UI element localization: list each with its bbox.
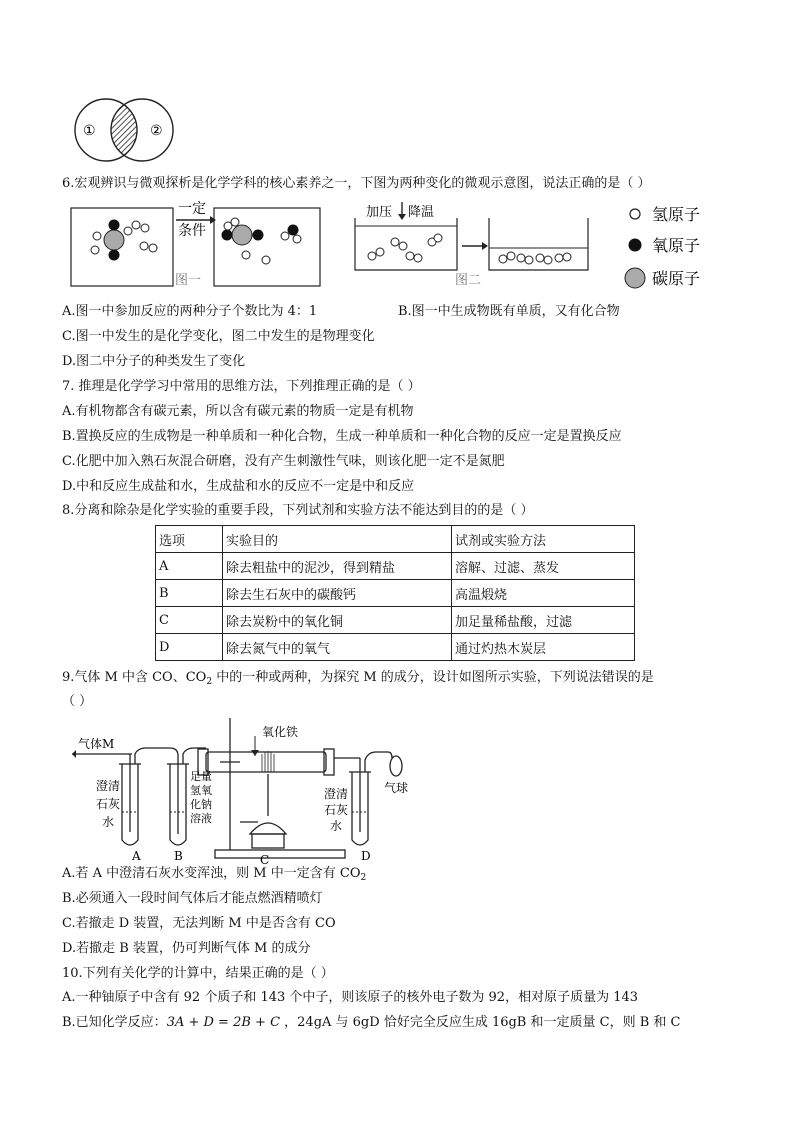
table-cell: 除去氮气中的氧气 xyxy=(223,634,452,661)
table-cell: 溶解、过滤、蒸发 xyxy=(452,553,635,580)
q10-stem: 10.下列有关化学的计算中，结果正确的是（ ） xyxy=(62,966,334,981)
q9-apparatus xyxy=(70,716,420,864)
table-cell: 高温煅烧 xyxy=(452,580,635,607)
q6-option-a: A.图一中参加反应的两种分子个数比为 4：1 xyxy=(62,304,318,319)
q6-figure-2 xyxy=(352,198,592,290)
q6-option-c: C.图一中发生的是化学变化，图二中发生的是物理变化 xyxy=(62,329,375,344)
fig2-top-label-1: 加压 xyxy=(366,205,393,220)
apparatus-label-d: D xyxy=(361,849,371,863)
table-header-cell: 实验目的 xyxy=(223,526,452,553)
q7-option-d: D.中和反应生成盐和水，生成盐和水的反应不一定是中和反应 xyxy=(62,479,415,494)
naoh-b-char: 钠 xyxy=(201,798,212,811)
limewater-d-char: 水 xyxy=(330,819,343,833)
q9-option-b: B.必须通入一段时间气体后才能点燃酒精喷灯 xyxy=(62,891,323,906)
q9-stem xyxy=(62,670,654,690)
limewater-a-char: 灰 xyxy=(108,797,121,811)
fig1-caption: 图一 xyxy=(175,273,202,288)
table-row xyxy=(156,580,635,607)
q9-option-a-text: A.若 A 中澄清石灰水变浑浊，则 M 中一定含有 CO xyxy=(62,866,361,881)
table-cell: A xyxy=(156,553,223,580)
limewater-d-char: 灰 xyxy=(336,803,349,817)
q9-option-c: C.若撤走 D 装置，无法判断 M 中是否含有 CO xyxy=(62,916,336,931)
table-header-row xyxy=(156,526,635,553)
fig1-arrow-label-1: 一定 xyxy=(178,201,206,217)
venn-label-left: ① xyxy=(83,123,96,139)
apparatus-label-b: B xyxy=(174,849,183,863)
table-header-cell: 试剂或实验方法 xyxy=(452,526,635,553)
table-cell: 加足量稀盐酸，过滤 xyxy=(452,607,635,634)
table-cell: 除去生石灰中的碳酸钙 xyxy=(223,580,452,607)
q8-stem: 8.分离和除杂是化学实验的重要手段，下列试剂和实验方法不能达到目的的是（ ） xyxy=(62,503,534,518)
table-row xyxy=(156,634,635,661)
naoh-b-char: 液 xyxy=(201,812,212,825)
q6-option-b: B.图一中生成物既有单质，又有化合物 xyxy=(398,304,620,319)
table-row xyxy=(156,553,635,580)
table-cell: 除去粗盐中的泥沙，得到精盐 xyxy=(223,553,452,580)
fig2-top-label-2: 降温 xyxy=(408,205,435,220)
legend-oxygen: 氧原子 xyxy=(652,236,701,255)
iron-oxide-label: 氧化铁 xyxy=(262,725,299,739)
q9-option-a xyxy=(62,866,366,886)
fig2-caption: 图二 xyxy=(455,273,482,288)
table-row xyxy=(156,607,635,634)
limewater-a-char: 清 xyxy=(108,779,121,793)
table-cell: D xyxy=(156,634,223,661)
q9-option-d: D.若撤走 B 装置，仍可判断气体 M 的成分 xyxy=(62,941,311,956)
table-cell: C xyxy=(156,607,223,634)
q7-option-c: C.化肥中加入熟石灰混合研磨，没有产生刺激性气味，则该化肥一定不是氮肥 xyxy=(62,454,505,469)
q10-reaction-formula: 3A + D = 2B + C xyxy=(166,1015,281,1030)
limewater-a-char: 水 xyxy=(102,815,115,829)
limewater-a-char: 石 xyxy=(96,797,109,811)
apparatus-label-a: A xyxy=(132,849,141,863)
q6-stem: 6.宏观辨识与微观探析是化学学科的核心素养之一，下图为两种变化的微观示意图，说法正确的是（ ） xyxy=(62,176,651,191)
atom-legend xyxy=(622,200,742,294)
q9-stem-subscript: 2 xyxy=(206,677,213,687)
balloon-label: 气球 xyxy=(384,781,409,795)
venn-diagram xyxy=(70,96,182,164)
q6-option-d: D.图二中分子的种类发生了变化 xyxy=(62,354,246,369)
table-cell: 除去炭粉中的氧化铜 xyxy=(223,607,452,634)
legend-carbon: 碳原子 xyxy=(652,269,701,288)
limewater-d-char: 石 xyxy=(324,803,337,817)
table-cell: 通过灼热木炭层 xyxy=(452,634,635,661)
apparatus-label-c: C xyxy=(260,853,270,864)
gas-m-label: 气体M xyxy=(78,737,115,751)
naoh-b-char: 氧 xyxy=(201,784,212,797)
naoh-b-char: 化 xyxy=(190,798,201,811)
q9-stem-bracket: （ ） xyxy=(62,694,93,709)
q9-stem-part-1: 9.气体 M 中含 CO、CO xyxy=(62,670,207,685)
naoh-b-char: 量 xyxy=(201,770,212,783)
q10-option-b xyxy=(62,1015,680,1031)
naoh-b-char: 氢 xyxy=(190,784,201,797)
venn-label-right: ② xyxy=(150,123,163,139)
q10-option-b-text-2: ，24gA 与 6gD 恰好完全反应生成 16gB 和一定质量 C，则 B 和 C xyxy=(280,1015,681,1030)
limewater-a-char: 澄 xyxy=(96,779,109,793)
q8-table xyxy=(155,525,635,661)
q7-stem: 7. 推理是化学学习中常用的思维方法，下列推理正确的是（ ） xyxy=(62,379,421,394)
q9-option-a-subscript: 2 xyxy=(360,873,367,883)
naoh-b-char: 足 xyxy=(190,770,201,783)
fig1-arrow-label-2: 条件 xyxy=(178,223,206,239)
limewater-d-char: 清 xyxy=(336,787,349,801)
limewater-d-char: 澄 xyxy=(324,787,337,801)
q10-option-b-text-1: B.已知化学反应： xyxy=(62,1015,167,1030)
q9-stem-part-2: 中的一种或两种，为探究 M 的成分，设计如图所示实验，下列说法错误的是 xyxy=(212,670,654,685)
q7-option-b: B.置换反应的生成物是一种单质和一种化合物，生成一种单质和一种化合物的反应一定是置换反应 xyxy=(62,429,622,444)
naoh-b-char: 溶 xyxy=(190,812,201,825)
q7-option-a: A.有机物都含有碳元素，所以含有碳元素的物质一定是有机物 xyxy=(62,404,414,419)
table-cell: B xyxy=(156,580,223,607)
q10-option-a: A.一种铀原子中含有 92 个质子和 143 个中子，则该原子的核外电子数为 92，相对原子质量为 143 xyxy=(62,990,639,1005)
q6-figure-1 xyxy=(70,198,322,290)
legend-hydrogen: 氢原子 xyxy=(652,205,701,224)
table-header-cell: 选项 xyxy=(156,526,223,553)
